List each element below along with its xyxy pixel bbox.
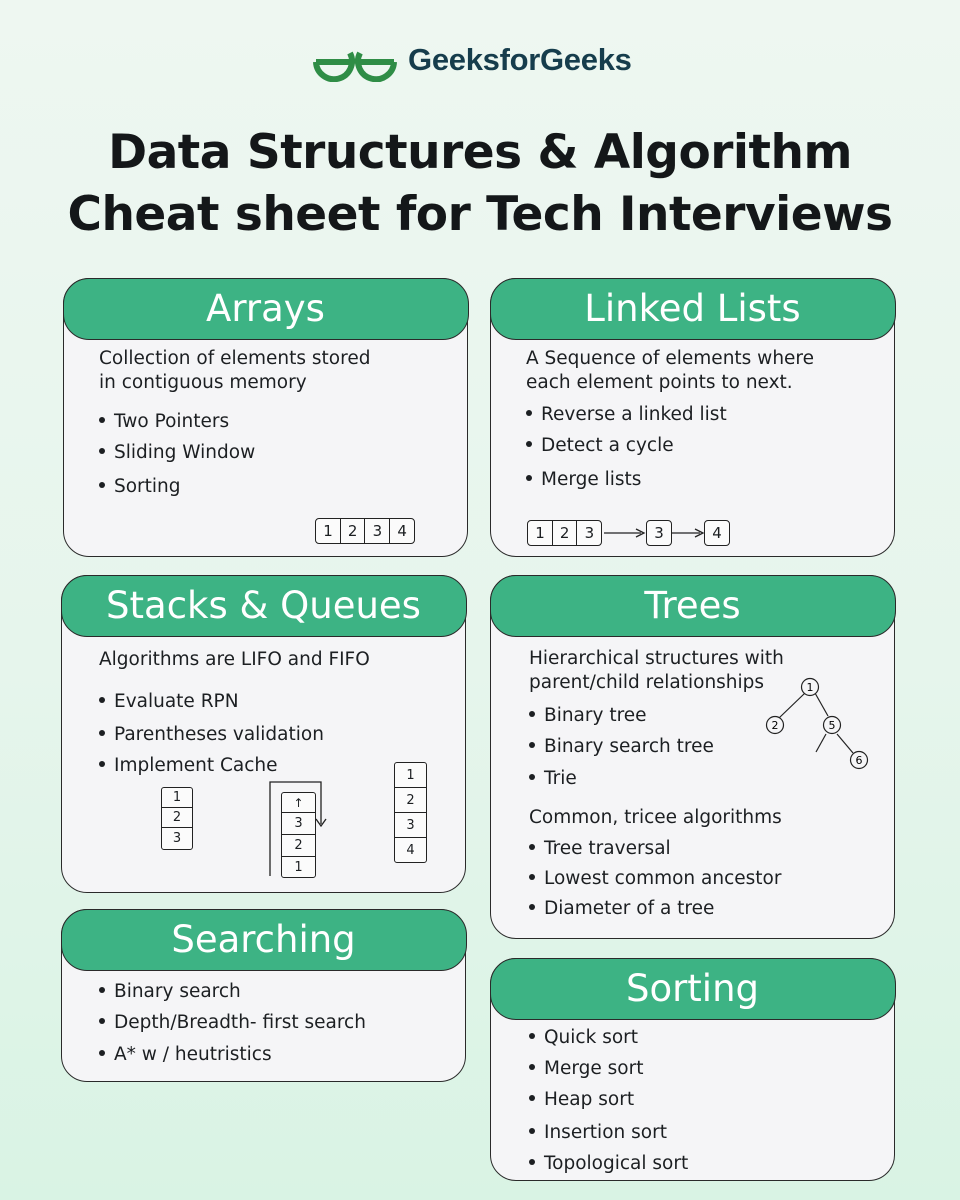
linked-list-arrows [491, 279, 896, 558]
list-item: Diameter of a tree [529, 897, 714, 921]
array-cell: 1 [315, 518, 341, 544]
list-item: Two Pointers [99, 410, 229, 434]
linked-list-node-3 [704, 520, 730, 546]
list-cell: 2 [552, 520, 578, 546]
list-item: Binary search [99, 980, 241, 1004]
trees-algo-heading: Common, tricee algorithms [529, 807, 782, 828]
tree-edge [779, 693, 805, 718]
arrays-description [99, 347, 370, 395]
list-item: Trie [529, 767, 577, 791]
bullet-icon [529, 1033, 535, 1039]
list-item: Merge lists [526, 468, 641, 492]
linked-list-node-2 [646, 520, 672, 546]
bullet-icon [529, 1128, 535, 1134]
tree-node-label: 5 [828, 719, 836, 732]
array-cell: 4 [389, 518, 415, 544]
array-diagram [315, 518, 415, 544]
tree-node-label: 2 [771, 719, 779, 732]
queue-cell: 4 [406, 842, 415, 858]
list-item: Evaluate RPN [99, 690, 239, 714]
arrays-desc-line-2: in contiguous memory [99, 372, 307, 393]
list-item: Topological sort [529, 1152, 688, 1176]
tree-edge [815, 693, 828, 716]
list-item: Detect a cycle [526, 434, 674, 458]
bullet-icon [529, 1095, 535, 1101]
list-item: Implement Cache [99, 754, 278, 778]
list-item: Sliding Window [99, 441, 255, 465]
stack-cell: 1 [294, 859, 303, 875]
bullet-icon [529, 1159, 535, 1165]
bullet-icon [99, 417, 105, 423]
title-line-1: Data Structures & Algorithm [108, 125, 852, 180]
list-item: Lowest common ancestor [529, 867, 781, 891]
list-item: Insertion sort [529, 1121, 667, 1145]
title-line-2: Cheat sheet for Tech Interviews [67, 187, 893, 242]
array-cell: 3 [364, 518, 390, 544]
stack-cell: 3 [172, 830, 182, 846]
stack-cell: 2 [282, 835, 315, 857]
list-item: Quick sort [529, 1026, 638, 1050]
list-item: Merge sort [529, 1057, 643, 1081]
sorting-card [490, 958, 895, 1181]
queue-cell: 1 [395, 763, 426, 788]
queue-cell: 2 [395, 788, 426, 813]
list-item: Tree traversal [529, 837, 671, 861]
stacks-queues-heading: Stacks & Queues [61, 575, 467, 637]
bullet-icon [99, 1018, 105, 1024]
trees-desc-line-1: Hierarchical structures with [529, 648, 784, 669]
stacks-queues-card [61, 575, 466, 893]
gfg-logo-icon [312, 38, 398, 82]
list-item: A* w / heutristics [99, 1043, 272, 1067]
list-cell: 1 [527, 520, 553, 546]
tree-edge [837, 734, 853, 753]
linked-lists-desc-line-1: A Sequence of elements where [526, 348, 815, 369]
trees-card [490, 575, 895, 939]
linked-lists-heading: Linked Lists [490, 278, 896, 340]
arrays-desc-line-1: Collection of elements stored [99, 348, 371, 369]
list-cell: 3 [646, 520, 672, 546]
stack-cell: 1 [162, 788, 192, 808]
list-cell: 4 [704, 520, 730, 546]
bullet-icon [99, 1050, 105, 1056]
list-item: Reverse a linked list [526, 403, 727, 427]
trees-heading: Trees [490, 575, 896, 637]
tree-node-label: 1 [806, 681, 814, 694]
arrays-heading: Arrays [63, 278, 469, 340]
trees-desc-line-2: parent/child relationships [529, 672, 765, 693]
brand-logo [312, 38, 632, 82]
tree-edge [816, 734, 826, 752]
list-item: Binary tree [529, 704, 647, 728]
queue-diagram [394, 762, 427, 863]
linked-lists-desc-line-2: each element points to next. [526, 372, 793, 393]
searching-heading: Searching [61, 909, 467, 971]
page-title [0, 122, 960, 246]
stacks-description: Algorithms are LIFO and FIFO [99, 649, 370, 670]
list-cell: 3 [576, 520, 602, 546]
arrays-card [63, 278, 468, 557]
bullet-icon [99, 987, 105, 993]
list-item: Sorting [99, 475, 181, 499]
list-item: Depth/Breadth- first search [99, 1011, 366, 1035]
list-item: Binary search tree [529, 735, 714, 759]
linked-lists-card [490, 278, 895, 557]
stack-diagram-2 [281, 792, 316, 878]
array-cell: 2 [340, 518, 366, 544]
brand-name: GeeksforGeeks [408, 42, 632, 77]
bullet-icon [529, 1064, 535, 1070]
stack-cell: 3 [282, 813, 315, 835]
tree-diagram [491, 576, 896, 940]
searching-card [61, 909, 466, 1082]
tree-node-label: 6 [855, 754, 863, 767]
list-item: Parentheses validation [99, 723, 324, 747]
queue-cell: 3 [395, 813, 426, 838]
sorting-heading: Sorting [490, 958, 896, 1020]
bullet-icon [99, 482, 105, 488]
up-arrow-icon: ↑ [282, 793, 315, 813]
list-item: Heap sort [529, 1088, 634, 1112]
bullet-icon [99, 448, 105, 454]
stack-cell: 2 [162, 808, 192, 828]
